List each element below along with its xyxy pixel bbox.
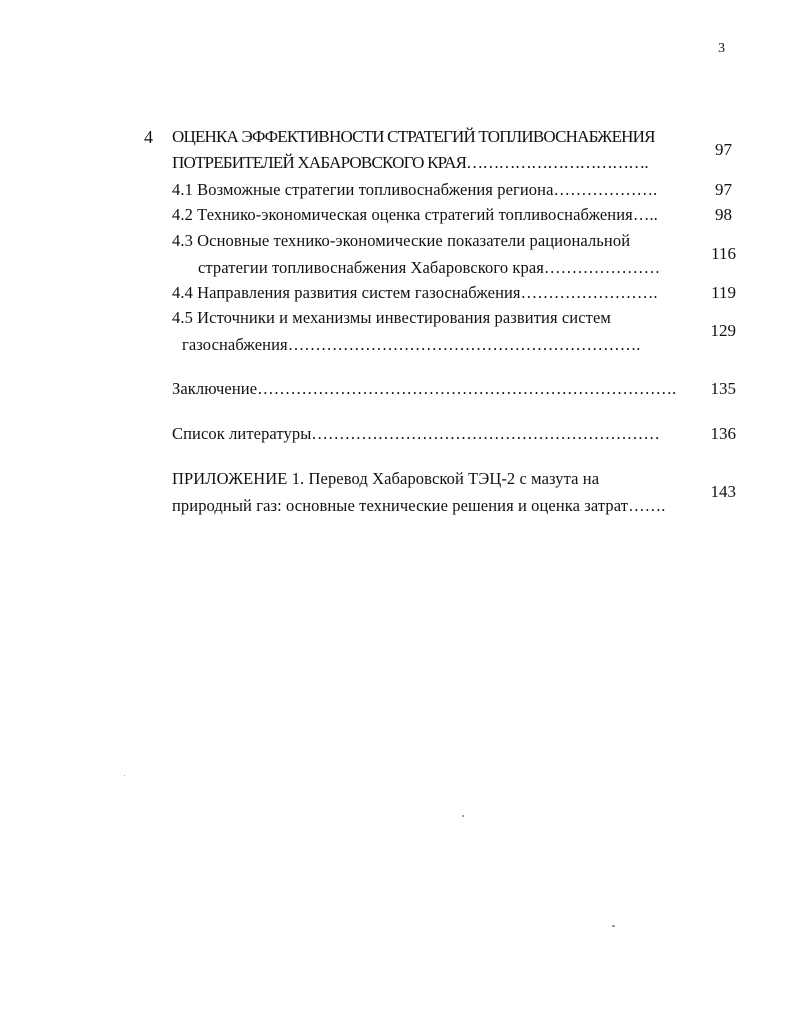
toc-entry-4-4-page: 119 [711,283,736,302]
toc-entry-4-3-line-1: 4.3 Основные технико-экономические показатели рациональной [172,231,631,250]
toc-entry-appendix-page: 143 [710,482,736,501]
toc-entry-4-2: 4.2 Технико-экономическая оценка стратегий топливоснабжения….. [172,205,658,224]
toc-entry-appendix-line-1: ПРИЛОЖЕНИЕ 1. Перевод Хабаровской ТЭЦ-2 с мазута на [172,469,600,488]
toc-entry-4-5-page: 129 [710,321,736,340]
chapter-number: 4 [144,127,153,147]
toc-entry-4-4: 4.4 Направления развития систем газоснабжения……………………. [172,283,658,302]
scan-speck [462,815,464,817]
toc-entry-references: Список литературы……………………………………………………… [172,424,661,443]
toc-entry-4-3-line-2: стратегии топливоснабжения Хабаровского края………………… [198,258,661,277]
scan-speck [612,925,615,927]
toc-entry-references-page: 136 [710,424,736,443]
toc-entry-4-1: 4.1 Возможные стратегии топливоснабжения региона………………. [172,180,658,199]
chapter-page: 97 [715,140,732,159]
toc-entry-4-3-page: 116 [711,244,736,263]
toc-entry-conclusion: Заключение…………………………………………………………………. [172,379,677,398]
toc-entry-4-5-line-1: 4.5 Источники и механизмы инвестирования развития систем [172,308,611,327]
toc-entry-4-2-page: 98 [715,205,732,224]
toc-entry-appendix-line-2: природный газ: основные технические решения и оценка затрат……. [172,496,666,515]
toc-entry-4-1-page: 97 [715,180,732,199]
toc-entry-4-5-line-2: газоснабжения………………………………………………………. [182,335,641,354]
chapter-title-line-2: ПОТРЕБИТЕЛЕЙ ХАБАРОВСКОГО КРАЯ……………………………. [172,153,648,172]
page-number: 3 [718,41,725,56]
scan-speck [124,775,125,776]
chapter-title-line-1: ОЦЕНКА ЭФФЕКТИВНОСТИ СТРАТЕГИЙ ТОПЛИВОСНАБЖЕНИЯ [172,127,655,146]
toc-entry-conclusion-page: 135 [710,379,736,398]
